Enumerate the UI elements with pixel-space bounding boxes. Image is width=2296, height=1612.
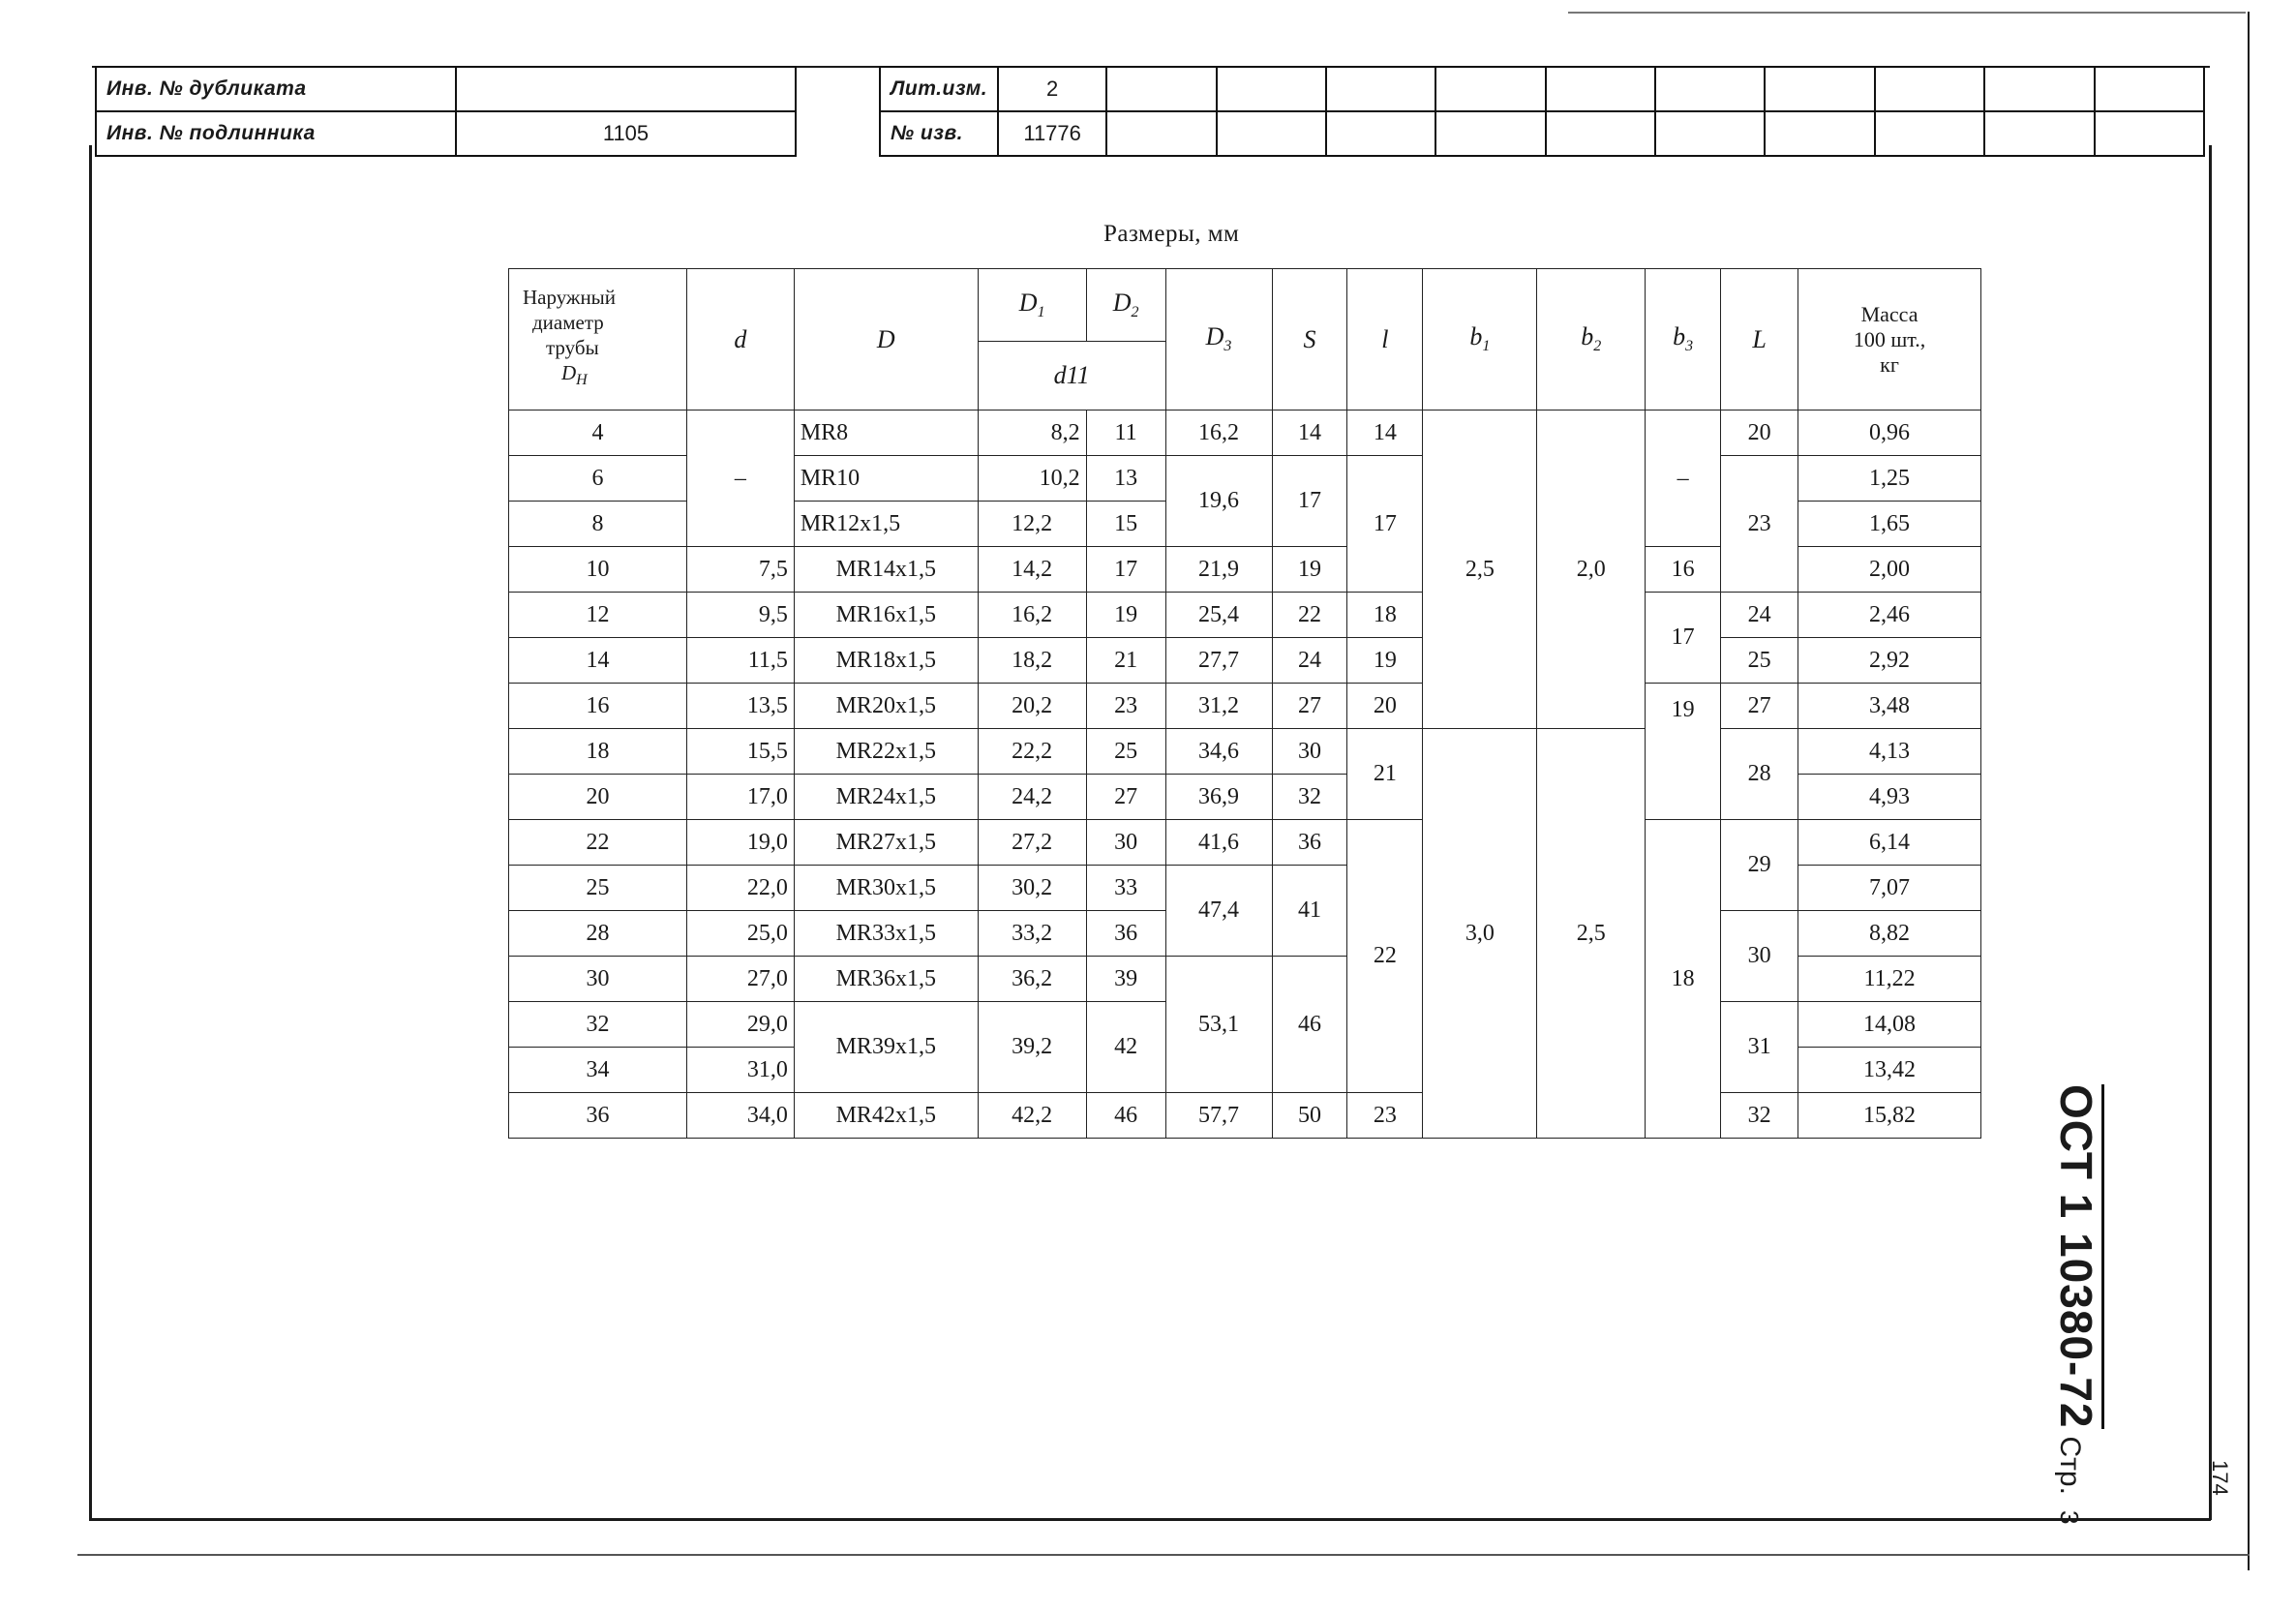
table-cell: 25 <box>1721 638 1798 684</box>
sheet-number: 174 <box>2208 1460 2232 1496</box>
col-header-mass: Масса 100 шт., кг <box>1798 269 1981 411</box>
table-cell: 42,2 <box>978 1093 1086 1139</box>
table-cell: 39,2 <box>978 1002 1086 1093</box>
table-cell: 31 <box>1721 1002 1798 1093</box>
table-cell: 25,0 <box>686 911 794 957</box>
table-row <box>509 729 1981 775</box>
table-cell: 8,2 <box>978 411 1086 456</box>
table-cell: MR8 <box>794 411 978 456</box>
table-cell: MR20x1,5 <box>794 684 978 729</box>
table-cell: 23 <box>1086 684 1165 729</box>
table-cell: 36,2 <box>978 957 1086 1002</box>
table-cell: 3,48 <box>1798 684 1981 729</box>
table-cell: MR18x1,5 <box>794 638 978 684</box>
table-cell: 15 <box>1086 502 1165 547</box>
table-cell: 2,5 <box>1423 411 1537 729</box>
col-header-d: d <box>686 269 794 411</box>
table-cell: 6,14 <box>1798 820 1981 866</box>
table-cell: 18 <box>1347 593 1423 638</box>
table-cell: 8 <box>509 502 687 547</box>
table-cell: 19 <box>1272 547 1347 593</box>
table-cell: 3,0 <box>1423 729 1537 1139</box>
table-cell: 30 <box>1086 820 1165 866</box>
table-cell: 1,65 <box>1798 502 1981 547</box>
frame-bottom <box>89 1518 2211 1521</box>
table-cell: 4,93 <box>1798 775 1981 820</box>
table-cell: 47,4 <box>1165 866 1272 957</box>
table-cell: MR12x1,5 <box>794 502 978 547</box>
revision-label: Лит.изм. <box>880 67 998 111</box>
table-cell: 33,2 <box>978 911 1086 957</box>
table-cell: 32 <box>509 1002 687 1048</box>
table-cell: 19,6 <box>1165 456 1272 547</box>
table-cell: 46 <box>1086 1093 1165 1139</box>
table-cell: 4 <box>509 411 687 456</box>
table-cell: 16 <box>509 684 687 729</box>
table-cell: 2,46 <box>1798 593 1981 638</box>
table-cell: 10 <box>509 547 687 593</box>
col-header-L: L <box>1721 269 1798 411</box>
table-cell: 20 <box>509 775 687 820</box>
table-cell: 31,0 <box>686 1048 794 1093</box>
table-cell: 24 <box>1272 638 1347 684</box>
table-cell: 27,0 <box>686 957 794 1002</box>
frame-right-inner <box>2209 145 2212 1520</box>
table-row <box>509 638 1981 684</box>
table-cell: 27 <box>1272 684 1347 729</box>
table-cell: 17 <box>1086 547 1165 593</box>
table-cell: 41 <box>1272 866 1347 957</box>
standard-number: ОСТ 1 10380-72 <box>2051 1084 2104 1429</box>
dimensions-table <box>508 268 1981 1139</box>
table-cell: 33 <box>1086 866 1165 911</box>
table-cell: 4,13 <box>1798 729 1981 775</box>
table-cell: 9,5 <box>686 593 794 638</box>
table-cell: 28 <box>509 911 687 957</box>
original-inventory-label: Инв. № подлинника <box>96 111 456 156</box>
table-cell: 17 <box>1272 456 1347 547</box>
notice-label: № изв. <box>880 111 998 156</box>
table-cell: 0,96 <box>1798 411 1981 456</box>
table-cell: 30 <box>1272 729 1347 775</box>
table-cell: 14,08 <box>1798 1002 1981 1048</box>
inventory-stamp <box>95 66 797 157</box>
table-cell: 25 <box>1086 729 1165 775</box>
table-cell: MR30x1,5 <box>794 866 978 911</box>
table-cell: MR27x1,5 <box>794 820 978 866</box>
table-cell: 22 <box>1347 820 1423 1093</box>
table-cell: 15,5 <box>686 729 794 775</box>
table-cell: 46 <box>1272 957 1347 1093</box>
table-cell: MR22x1,5 <box>794 729 978 775</box>
page-label: Стр. <box>2054 1436 2086 1495</box>
table-cell: 34 <box>509 1048 687 1093</box>
table-cell: 36,9 <box>1165 775 1272 820</box>
table-cell: 27,2 <box>978 820 1086 866</box>
table-cell: 12 <box>509 593 687 638</box>
table-cell: 19 <box>1086 593 1165 638</box>
table-cell: 57,7 <box>1165 1093 1272 1139</box>
table-cell: 25 <box>509 866 687 911</box>
table-cell: 19 <box>1646 684 1721 820</box>
standard-designation <box>2044 1084 2102 1530</box>
table-cell: MR39x1,5 <box>794 1002 978 1093</box>
duplicate-inventory-label: Инв. № дубликата <box>96 67 456 111</box>
frame-right-outer <box>2248 12 2250 1570</box>
table-cell: 23 <box>1347 1093 1423 1139</box>
table-cell: 1,25 <box>1798 456 1981 502</box>
table-cell: 21 <box>1347 729 1423 820</box>
duplicate-inventory-value <box>456 67 796 111</box>
col-header-l: l <box>1347 269 1423 411</box>
table-cell: 41,6 <box>1165 820 1272 866</box>
table-cell: 16,2 <box>978 593 1086 638</box>
table-cell: 27 <box>1086 775 1165 820</box>
table-cell: 30,2 <box>978 866 1086 911</box>
table-cell: 31,2 <box>1165 684 1272 729</box>
table-cell: 13,5 <box>686 684 794 729</box>
table-cell: 36 <box>1272 820 1347 866</box>
table-cell: 22,2 <box>978 729 1086 775</box>
table-cell: 24 <box>1721 593 1798 638</box>
table-cell: 24,2 <box>978 775 1086 820</box>
table-cell: 34,6 <box>1165 729 1272 775</box>
table-cell: MR14x1,5 <box>794 547 978 593</box>
table-cell: 20 <box>1721 411 1798 456</box>
table-cell: 2,92 <box>1798 638 1981 684</box>
table-cell: 11 <box>1086 411 1165 456</box>
table-cell: 30 <box>509 957 687 1002</box>
table-cell: 30 <box>1721 911 1798 1002</box>
header-row <box>509 269 1981 342</box>
table-cell: 21 <box>1086 638 1165 684</box>
table-row <box>509 411 1981 456</box>
table-cell: 14 <box>1347 411 1423 456</box>
frame-top-right <box>1568 12 2246 14</box>
table-cell: 27,7 <box>1165 638 1272 684</box>
table-cell: 29,0 <box>686 1002 794 1048</box>
table-cell: 21,9 <box>1165 547 1272 593</box>
col-header-D1: $D_1$ <box>978 269 1086 342</box>
table-cell: – <box>686 411 794 547</box>
table-cell: 11,22 <box>1798 957 1981 1002</box>
table-cell: 2,0 <box>1537 411 1646 729</box>
table-caption: Размеры, мм <box>1103 221 1240 247</box>
col-header-b3: $b_3$ <box>1646 269 1721 411</box>
table-cell: 17 <box>1646 593 1721 684</box>
table-cell: 32 <box>1721 1093 1798 1139</box>
table-cell: MR33x1,5 <box>794 911 978 957</box>
table-cell: 42 <box>1086 1002 1165 1093</box>
table-cell: 14,2 <box>978 547 1086 593</box>
table-cell: 16,2 <box>1165 411 1272 456</box>
table-cell: 13 <box>1086 456 1165 502</box>
table-cell: 53,1 <box>1165 957 1272 1093</box>
notice-value: 11776 <box>998 111 1106 156</box>
table-cell: 2,00 <box>1798 547 1981 593</box>
table-cell: 25,4 <box>1165 593 1272 638</box>
table-cell: 34,0 <box>686 1093 794 1139</box>
table-row <box>509 684 1981 729</box>
table-cell: 15,82 <box>1798 1093 1981 1139</box>
table-cell: 36 <box>509 1093 687 1139</box>
table-cell: 19 <box>1347 638 1423 684</box>
col-header-b2: $b_2$ <box>1537 269 1646 411</box>
table-cell: 23 <box>1721 456 1798 593</box>
col-header-d11: d11 <box>978 342 1165 411</box>
table-cell: MR24x1,5 <box>794 775 978 820</box>
table-row <box>509 820 1981 866</box>
table-cell: 20 <box>1347 684 1423 729</box>
table-cell: 19,0 <box>686 820 794 866</box>
col-header-D: D <box>794 269 978 411</box>
table-cell: 29 <box>1721 820 1798 911</box>
table-cell: 13,42 <box>1798 1048 1981 1093</box>
table-cell: – <box>1646 411 1721 547</box>
table-cell: 39 <box>1086 957 1165 1002</box>
table-cell: 50 <box>1272 1093 1347 1139</box>
col-header-D2: $D_2$ <box>1086 269 1165 342</box>
table-cell: 18 <box>1646 820 1721 1139</box>
table-cell: 32 <box>1272 775 1347 820</box>
table-cell: 17,0 <box>686 775 794 820</box>
table-cell: 16 <box>1646 547 1721 593</box>
table-cell: 36 <box>1086 911 1165 957</box>
table-cell: 11,5 <box>686 638 794 684</box>
frame-left <box>89 145 92 1520</box>
table-cell: 12,2 <box>978 502 1086 547</box>
table-cell: 6 <box>509 456 687 502</box>
table-cell: 7,07 <box>1798 866 1981 911</box>
table-cell: MR36x1,5 <box>794 957 978 1002</box>
original-inventory-value: 1105 <box>456 111 796 156</box>
table-cell: MR10 <box>794 456 978 502</box>
table-cell: 8,82 <box>1798 911 1981 957</box>
col-header-outer-diameter: Наружный диаметр трубы $D_H$ <box>509 269 687 411</box>
table-row <box>509 1093 1981 1139</box>
table-row <box>509 593 1981 638</box>
col-header-b1: $b_1$ <box>1423 269 1537 411</box>
col-header-S: S <box>1272 269 1347 411</box>
page-number: 3 <box>2055 1509 2084 1525</box>
table-cell: 7,5 <box>686 547 794 593</box>
table-cell: 27 <box>1721 684 1798 729</box>
table-cell: 20,2 <box>978 684 1086 729</box>
table-cell: 2,5 <box>1537 729 1646 1139</box>
table-cell: 17 <box>1347 456 1423 593</box>
col-header-D3: $D_3$ <box>1165 269 1272 411</box>
table-cell: MR42x1,5 <box>794 1093 978 1139</box>
revision-value: 2 <box>998 67 1106 111</box>
table-cell: 22,0 <box>686 866 794 911</box>
table-cell: 14 <box>1272 411 1347 456</box>
table-cell: 22 <box>509 820 687 866</box>
table-cell: 14 <box>509 638 687 684</box>
table-cell: MR16x1,5 <box>794 593 978 638</box>
table-cell: 28 <box>1721 729 1798 820</box>
revision-stamp <box>879 66 2205 157</box>
table-cell: 10,2 <box>978 456 1086 502</box>
frame-lower-bottom <box>77 1554 2250 1556</box>
table-cell: 22 <box>1272 593 1347 638</box>
table-cell: 18,2 <box>978 638 1086 684</box>
table-cell: 18 <box>509 729 687 775</box>
